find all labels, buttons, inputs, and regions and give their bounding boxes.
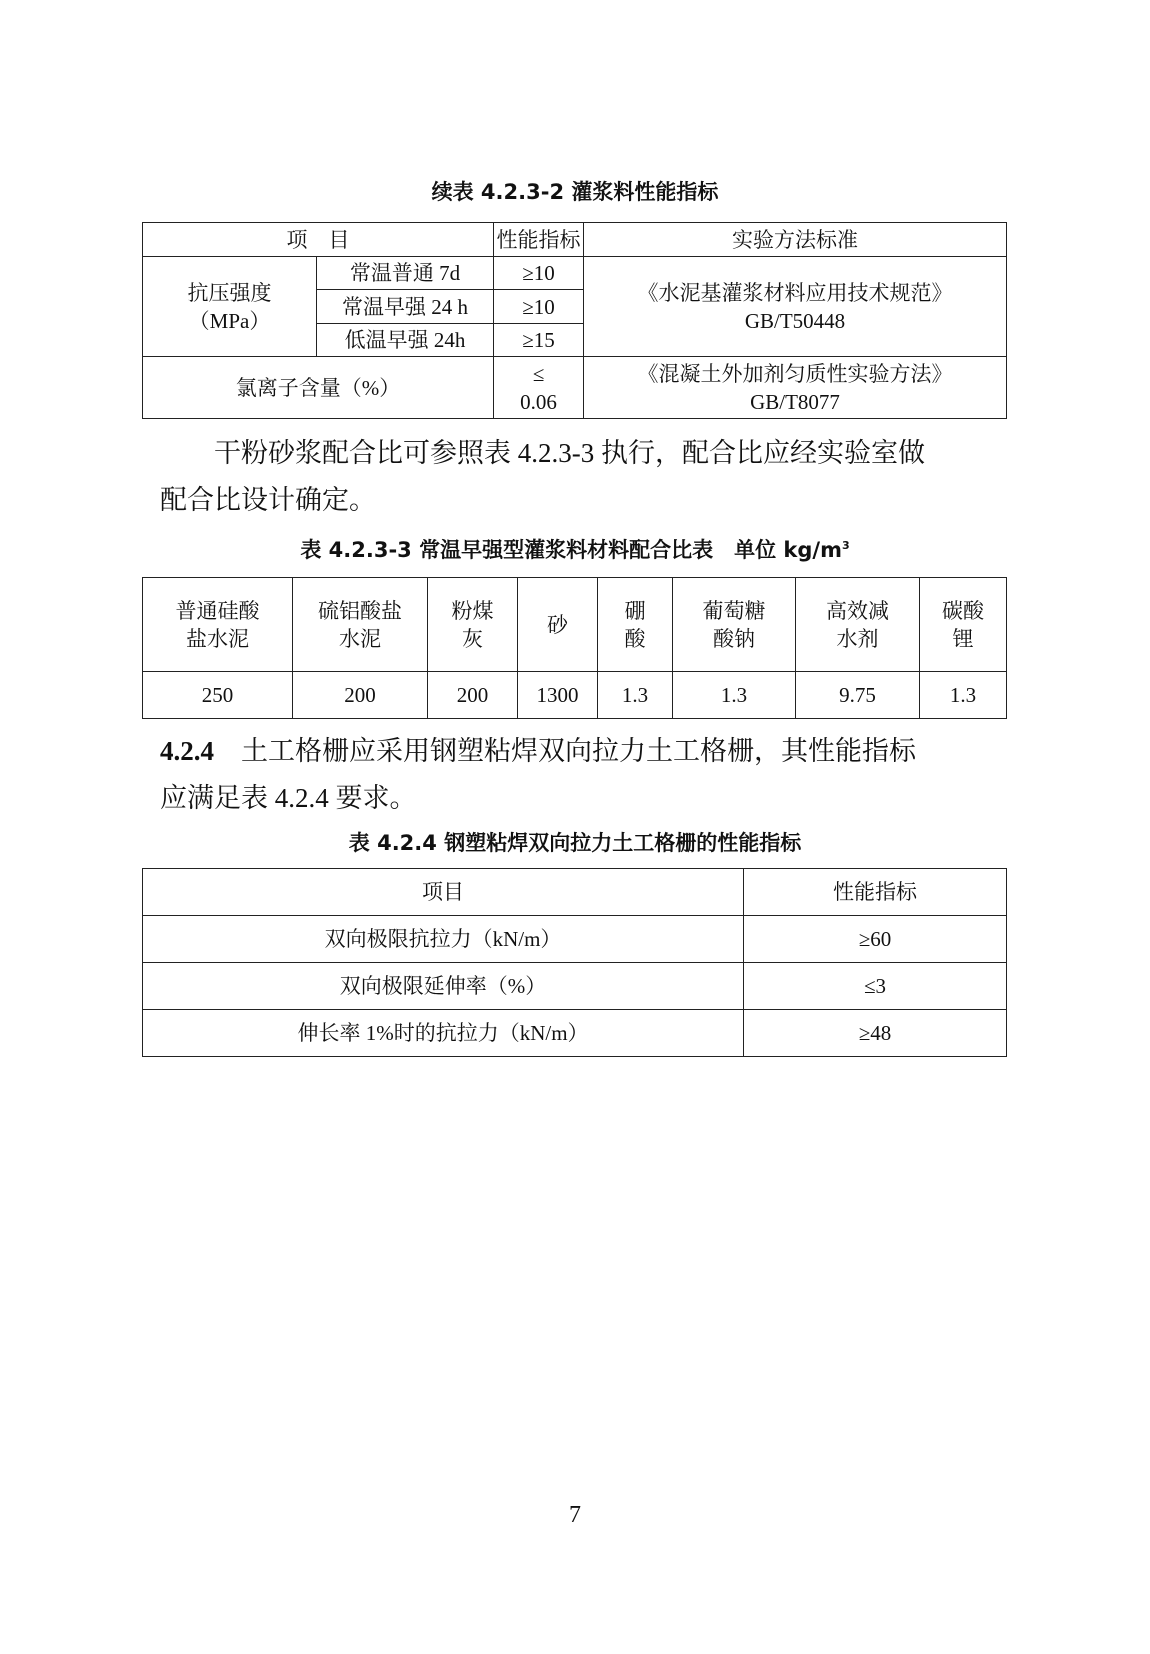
table2-value-cell: 200 — [428, 672, 518, 719]
table2-header-cell — [673, 578, 796, 672]
paragraph-geogrid — [160, 728, 1020, 822]
table2-header-cell — [143, 578, 293, 672]
table1-row-value: ≥10 — [494, 257, 584, 290]
method2-line2: GB/T8077 — [750, 389, 840, 414]
table2-header-cell — [428, 578, 518, 672]
table2-header-cell — [796, 578, 920, 672]
table2-caption — [0, 534, 1150, 564]
table1-caption: 续表 4.2.3-2 灌浆料性能指标 — [431, 180, 719, 204]
para2-line2: 应满足表 4.2.4 要求。 — [160, 783, 417, 813]
para2-line1-text: 土工格栅应采用钢塑粘焊双向拉力土工格栅，其性能指标 — [241, 736, 916, 766]
header-line: 硼 — [624, 598, 646, 623]
table2-header-cell — [518, 578, 598, 672]
header-line: 水泥 — [339, 626, 381, 651]
method1-line2: GB/T50448 — [744, 308, 846, 333]
table1-header-item: 项 目 — [143, 223, 494, 257]
table2-caption-text: 表 4.2.3-3 常温早强型灌浆料材料配合比表 单位 kg/m — [300, 538, 842, 562]
table3-row-item: 伸长率 1%时的抗拉力（kN/m） — [143, 1010, 744, 1057]
table3-header-item: 项目 — [143, 869, 744, 916]
paragraph-mix-ratio — [160, 430, 1020, 524]
table1-chloride-value — [494, 357, 584, 419]
table1-row-item: 常温普通 7d — [317, 257, 494, 290]
table1-row-value: ≥15 — [494, 324, 584, 357]
table2-value-cell: 200 — [293, 672, 428, 719]
header-line: 锂 — [952, 626, 974, 651]
para1-line1: 干粉砂浆配合比可参照表 4.2.3-3 执行，配合比应经实验室做 — [214, 438, 925, 468]
table3-header-value: 性能指标 — [744, 869, 1007, 916]
header-line: 砂 — [547, 612, 568, 637]
table2-header-cell — [598, 578, 673, 672]
header-line: 普通硅酸 — [175, 598, 260, 623]
header-line: 灰 — [462, 626, 483, 651]
header-line: 碳酸 — [942, 598, 984, 623]
header-line: 葡萄糖 — [702, 598, 766, 623]
header-line: 盐水泥 — [186, 626, 249, 651]
table2-caption-sup: 3 — [841, 539, 850, 552]
table2-value-cell: 1.3 — [598, 672, 673, 719]
table1-chloride-label: 氯离子含量（%） — [143, 357, 494, 419]
table3-row-value: ≥48 — [744, 1010, 1007, 1057]
table3-row-value: ≥60 — [744, 916, 1007, 963]
para2-line1 — [160, 728, 1020, 775]
header-line: 硫铝酸盐 — [318, 598, 402, 623]
table2-value-cell: 9.75 — [796, 672, 920, 719]
table1-row-item: 常温早强 24 h — [317, 290, 494, 324]
page-number: 7 — [569, 1502, 581, 1528]
table3-caption: 表 4.2.4 钢塑粘焊双向拉力土工格栅的性能指标 — [348, 831, 802, 855]
header-line: 粉煤 — [451, 598, 494, 623]
header-line: 高效减 — [826, 598, 889, 623]
para1-line2: 配合比设计确定。 — [160, 485, 376, 515]
table2-header-cell — [293, 578, 428, 672]
method2-line1: 《混凝土外加剂匀质性实验方法》 — [637, 361, 953, 386]
table1-header-method: 实验方法标准 — [584, 223, 1007, 257]
table1-row-item: 低温早强 24h — [317, 324, 494, 357]
table2 — [142, 577, 1007, 719]
table1-header-value: 性能指标 — [494, 223, 584, 257]
table1-group-label — [143, 257, 317, 357]
header-line: 水剂 — [836, 626, 879, 651]
table3 — [142, 868, 1007, 1057]
table1 — [142, 222, 1007, 419]
table2-header-cell — [920, 578, 1007, 672]
table1-method1 — [584, 257, 1007, 357]
clause-number: 4.2.4 — [160, 736, 214, 766]
table2-value-cell: 250 — [143, 672, 293, 719]
table1-method2 — [584, 357, 1007, 419]
chloride-value-line1: ≤ — [532, 361, 545, 386]
group-label-line1: 抗压强度 — [187, 280, 272, 305]
method1-line1: 《水泥基灌浆材料应用技术规范》 — [637, 280, 953, 305]
chloride-value-line2: 0.06 — [520, 389, 557, 414]
table2-value-cell: 1300 — [518, 672, 598, 719]
table3-row-value: ≤3 — [744, 963, 1007, 1010]
table3-row-item: 双向极限抗拉力（kN/m） — [143, 916, 744, 963]
group-label-line2: （MPa） — [188, 308, 271, 333]
table3-row-item: 双向极限延伸率（%） — [143, 963, 744, 1010]
header-line: 酸 — [624, 626, 646, 651]
table2-value-cell: 1.3 — [920, 672, 1007, 719]
table1-row-value: ≥10 — [494, 290, 584, 324]
header-line: 酸钠 — [713, 626, 755, 651]
table2-value-cell: 1.3 — [673, 672, 796, 719]
